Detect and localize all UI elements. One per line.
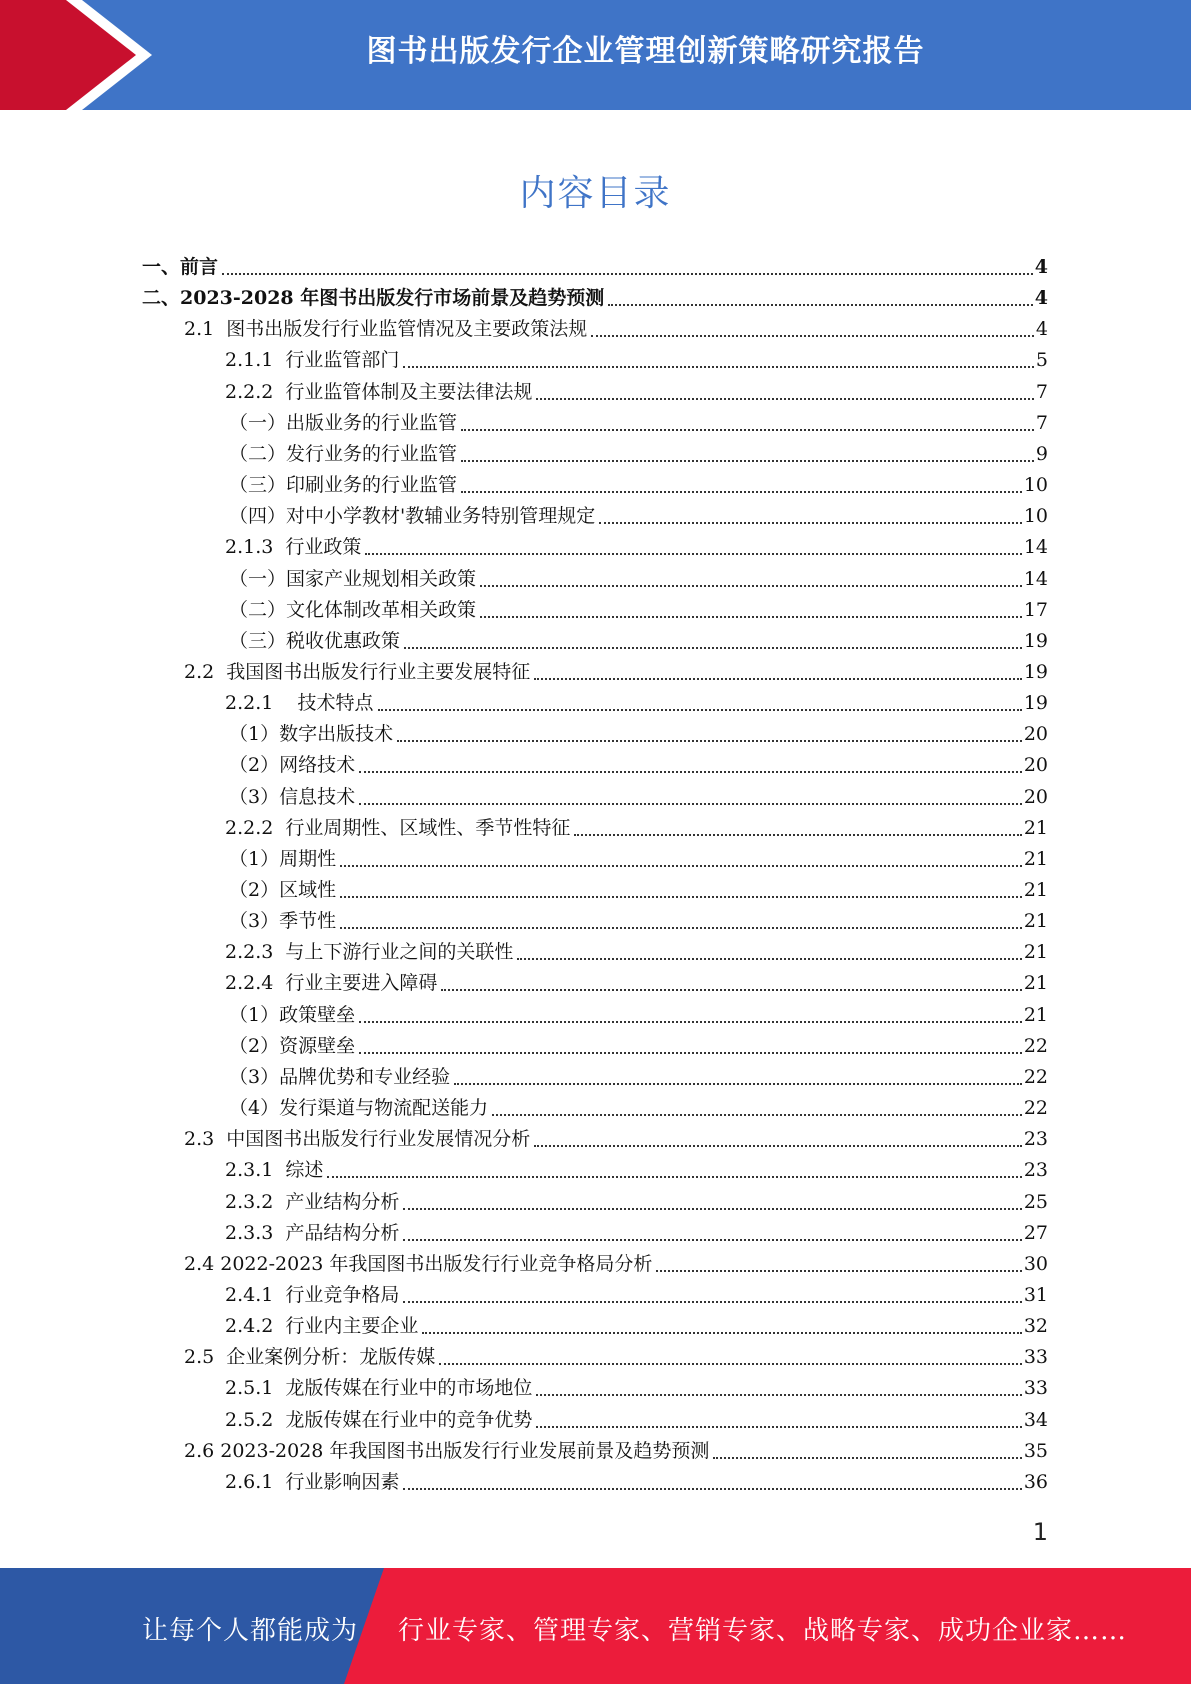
toc-entry-label: 2.5.2 龙版传媒在行业中的竞争优势 — [225, 1408, 533, 1431]
toc-entry-page: 31 — [1023, 1283, 1048, 1306]
toc-entry[interactable] — [225, 346, 1048, 374]
toc-entry-label: （四）对中小学教材'教辅业务特别管理规定 — [229, 505, 596, 528]
toc-entry[interactable] — [225, 440, 1048, 468]
toc-entry-label: （1）数字出版技术 — [229, 723, 394, 746]
footer-slogan-left: 让每个人都能成为 — [142, 1616, 359, 1646]
toc-entry-page: 7 — [1035, 380, 1048, 403]
toc-entry-page: 22 — [1023, 1034, 1048, 1057]
toc-entry-page: 25 — [1023, 1190, 1048, 1213]
toc-entry-label: （2）网络技术 — [229, 754, 356, 777]
toc-entry-label: （一）国家产业规划相关政策 — [229, 567, 477, 590]
toc-entry-label: 2.4.2 行业内主要企业 — [225, 1315, 419, 1338]
toc-dot-leader — [403, 1301, 1021, 1303]
toc-entry-page: 33 — [1023, 1346, 1048, 1369]
toc-entry-label: （3）信息技术 — [229, 785, 356, 808]
toc-entry-label: 一、前言 — [142, 256, 219, 278]
toc-entry-label: 2.3.2 产业结构分析 — [225, 1190, 400, 1213]
header-arrow-red — [0, 0, 136, 110]
toc-entry-label: 2.3.1 综述 — [225, 1159, 324, 1182]
toc-dot-leader — [439, 1363, 1022, 1365]
toc-dot-leader — [713, 1457, 1021, 1459]
toc-entry[interactable] — [225, 1094, 1048, 1122]
toc-dot-leader — [340, 865, 1022, 867]
toc-entry[interactable] — [225, 720, 1048, 748]
toc-entry[interactable] — [225, 814, 1048, 842]
page-number: 1 — [1032, 1518, 1048, 1546]
toc-entry[interactable] — [225, 1001, 1048, 1029]
toc-entry-label: （3）季节性 — [229, 910, 337, 933]
toc-entry-page: 21 — [1023, 879, 1048, 901]
toc-entry-label: 2.5 企业案例分析：龙版传媒 — [184, 1346, 436, 1369]
toc-entry-page: 7 — [1035, 411, 1048, 434]
toc-entry[interactable] — [184, 1250, 1048, 1278]
toc-entry-label: 2.4 2022-2023 年我国图书出版发行行业竞争格局分析 — [184, 1252, 653, 1275]
toc-entry-label: （三）税收优惠政策 — [229, 629, 401, 652]
toc-dot-leader — [359, 1052, 1022, 1054]
toc-entry-label: 2.6.1 行业影响因素 — [225, 1470, 400, 1493]
toc-entry-page: 21 — [1023, 972, 1048, 995]
toc-entry-label: （二）发行业务的行业监管 — [229, 442, 458, 465]
toc-entry-label: 2.3.3 产品结构分析 — [225, 1221, 400, 1244]
toc-entry-page: 5 — [1035, 349, 1048, 372]
toc-entry-label: （一）出版业务的行业监管 — [229, 411, 458, 434]
toc-entry-page: 19 — [1023, 660, 1048, 683]
toc-entry[interactable] — [225, 689, 1048, 717]
toc-entry-label: 2.5.1 龙版传媒在行业中的市场地位 — [225, 1377, 533, 1400]
toc-dot-leader — [591, 335, 1034, 337]
toc-entry-page: 22 — [1023, 1097, 1048, 1120]
toc-dot-leader — [365, 553, 1021, 555]
toc-entry-label: （3）品牌优势和专业经验 — [229, 1065, 451, 1088]
toc-entry-page: 21 — [1023, 941, 1048, 964]
toc-dot-leader — [656, 1270, 1021, 1272]
toc-dot-leader — [422, 1332, 1021, 1334]
toc-entry[interactable] — [142, 253, 1048, 281]
toc-entry-label: 2.1.3 行业政策 — [225, 536, 362, 559]
toc-dot-leader — [441, 989, 1021, 991]
toc-entry-page: 32 — [1023, 1315, 1048, 1338]
toc-dot-leader — [599, 522, 1022, 524]
toc-entry-page: 9 — [1035, 442, 1048, 465]
toc-dot-leader — [327, 1176, 1021, 1178]
toc-entry-label: （1）周期性 — [229, 847, 337, 870]
toc-entry[interactable] — [225, 409, 1048, 437]
toc-dot-leader — [492, 1114, 1022, 1116]
toc-entry[interactable] — [225, 1312, 1048, 1340]
toc-dot-leader — [536, 1394, 1021, 1396]
toc-entry-label: 2.2.4 行业主要进入障碍 — [225, 972, 438, 995]
toc-entry-page: 10 — [1023, 474, 1048, 497]
toc-entry-page: 14 — [1023, 536, 1048, 559]
toc-entry[interactable] — [225, 751, 1048, 779]
toc-dot-leader — [404, 647, 1022, 649]
toc-entry[interactable] — [184, 1437, 1048, 1465]
toc-entry[interactable] — [225, 596, 1048, 624]
toc-title: 内容目录 — [519, 173, 672, 214]
toc-entry[interactable] — [225, 533, 1048, 561]
toc-entry-page: 35 — [1023, 1439, 1048, 1462]
toc-entry-page: 21 — [1023, 910, 1048, 933]
toc-dot-leader — [517, 958, 1021, 960]
toc-entry-label: 2.3 中国图书出版发行行业发展情况分析 — [184, 1128, 531, 1151]
toc-entry-page: 4 — [1034, 287, 1048, 310]
toc-entry-page: 22 — [1023, 1065, 1048, 1088]
toc-entry-label: 2.2.3 与上下游行业之间的关联性 — [225, 941, 514, 964]
toc-entry[interactable] — [225, 1374, 1048, 1402]
toc-entry[interactable] — [142, 284, 1048, 312]
toc-dot-leader — [340, 896, 1022, 898]
toc-entry-page: 23 — [1023, 1128, 1048, 1151]
toc-entry[interactable] — [225, 1406, 1048, 1434]
toc-entry-label: 2.2 我国图书出版发行行业主要发展特征 — [184, 660, 531, 683]
toc-dot-leader — [480, 585, 1022, 587]
toc-entry-page: 21 — [1023, 847, 1048, 870]
toc-entry-page: 4 — [1035, 318, 1048, 341]
toc-entry-label: 2.2.2 行业周期性、区域性、季节性特征 — [225, 816, 571, 839]
toc-dot-leader — [536, 398, 1033, 400]
toc-entry-page: 23 — [1023, 1159, 1048, 1182]
toc-entry-page: 19 — [1023, 629, 1048, 652]
toc-entry[interactable] — [225, 471, 1048, 499]
header-banner — [0, 0, 1191, 110]
toc-entry-label: （三）印刷业务的行业监管 — [229, 474, 458, 497]
toc-entry[interactable] — [225, 1281, 1048, 1309]
toc-entry-page: 30 — [1023, 1252, 1048, 1275]
toc-dot-leader — [608, 304, 1033, 306]
toc-entry-label: 2.2.1 技术特点 — [225, 692, 374, 715]
toc-entry-label: 2.1 图书出版发行行业监管情况及主要政策法规 — [184, 318, 588, 341]
toc-entry-page: 27 — [1023, 1221, 1048, 1244]
toc-entry[interactable] — [184, 1343, 1048, 1371]
toc-dot-leader — [403, 1208, 1021, 1210]
toc-entry[interactable] — [184, 1125, 1048, 1153]
toc-entry[interactable] — [225, 876, 1048, 904]
toc-entry[interactable] — [225, 907, 1048, 935]
toc-dot-leader — [461, 491, 1022, 493]
toc-dot-leader — [534, 1145, 1022, 1147]
toc-entry-label: 2.2.2 行业监管体制及主要法律法规 — [225, 380, 533, 403]
toc-entry[interactable] — [225, 1032, 1048, 1060]
header-arrow-graphic — [0, 0, 160, 110]
toc-entry-page: 36 — [1023, 1470, 1048, 1493]
toc-entry[interactable] — [225, 1219, 1048, 1247]
toc-entry[interactable] — [184, 315, 1048, 343]
toc-dot-leader — [403, 1239, 1021, 1241]
toc-dot-leader — [534, 678, 1022, 680]
report-title: 图书出版发行企业管理创新策略研究报告 — [366, 34, 925, 69]
toc-entry[interactable] — [225, 1063, 1048, 1091]
toc-entry-page: 19 — [1023, 692, 1048, 715]
toc-entry-page: 17 — [1023, 598, 1048, 621]
footer-banner — [0, 1568, 1191, 1684]
toc-entry-page: 34 — [1023, 1408, 1048, 1431]
toc-dot-leader — [397, 740, 1022, 742]
toc-entry-page: 20 — [1023, 723, 1048, 746]
toc-entry[interactable] — [225, 1156, 1048, 1184]
toc-dot-leader — [403, 366, 1033, 368]
toc-entry-page: 20 — [1023, 785, 1048, 808]
toc-entry-page: 10 — [1023, 505, 1048, 528]
toc-dot-leader — [574, 834, 1021, 836]
toc-dot-leader — [480, 616, 1022, 618]
toc-entry-page: 4 — [1034, 256, 1048, 278]
toc-dot-leader — [454, 1083, 1022, 1085]
toc-entry[interactable] — [225, 938, 1048, 966]
toc-entry[interactable] — [225, 783, 1048, 811]
footer-slogan-right: 行业专家、管理专家、营销专家、战略专家、成功企业家…… — [398, 1616, 1128, 1646]
toc-entry[interactable] — [225, 565, 1048, 593]
toc-entry[interactable] — [225, 378, 1048, 406]
toc-dot-leader — [359, 1021, 1022, 1023]
toc-dot-leader — [359, 771, 1022, 773]
toc-entry-page: 20 — [1023, 754, 1048, 777]
toc-entry-page: 14 — [1023, 567, 1048, 590]
toc-entry-label: （1）政策壁垒 — [229, 1003, 356, 1026]
toc-entry-page: 33 — [1023, 1377, 1048, 1400]
toc-entry[interactable] — [225, 627, 1048, 655]
toc-entry-label: 二、2023-2028 年图书出版发行市场前景及趋势预测 — [142, 287, 605, 310]
toc-dot-leader — [536, 1426, 1021, 1428]
toc-entry-page: 21 — [1023, 816, 1048, 839]
toc-dot-leader — [461, 429, 1034, 431]
toc-dot-leader — [403, 1488, 1021, 1490]
toc-dot-leader — [359, 803, 1022, 805]
toc-entry-label: （4）发行渠道与物流配送能力 — [229, 1097, 489, 1120]
toc-entry-label: （2）资源壁垒 — [229, 1034, 356, 1057]
toc-entry-label: （二）文化体制改革相关政策 — [229, 598, 477, 621]
toc-dot-leader — [340, 927, 1022, 929]
toc-entry-label: 2.4.1 行业竞争格局 — [225, 1283, 400, 1306]
toc-entry-label: 2.1.1 行业监管部门 — [225, 349, 400, 372]
toc-entry[interactable] — [225, 1468, 1048, 1496]
toc-entry[interactable] — [184, 658, 1048, 686]
toc-entry[interactable] — [225, 845, 1048, 873]
toc-entry-label: 2.6 2023-2028 年我国图书出版发行行业发展前景及趋势预测 — [184, 1439, 710, 1462]
toc-dot-leader — [461, 460, 1034, 462]
toc-entry[interactable] — [225, 502, 1048, 530]
toc-dot-leader — [222, 273, 1033, 275]
toc-entry-label: （2）区域性 — [229, 879, 337, 901]
toc-entry[interactable] — [225, 1188, 1048, 1216]
toc-dot-leader — [378, 709, 1022, 711]
toc-entry[interactable] — [225, 969, 1048, 997]
toc-entry-page: 21 — [1023, 1003, 1048, 1026]
